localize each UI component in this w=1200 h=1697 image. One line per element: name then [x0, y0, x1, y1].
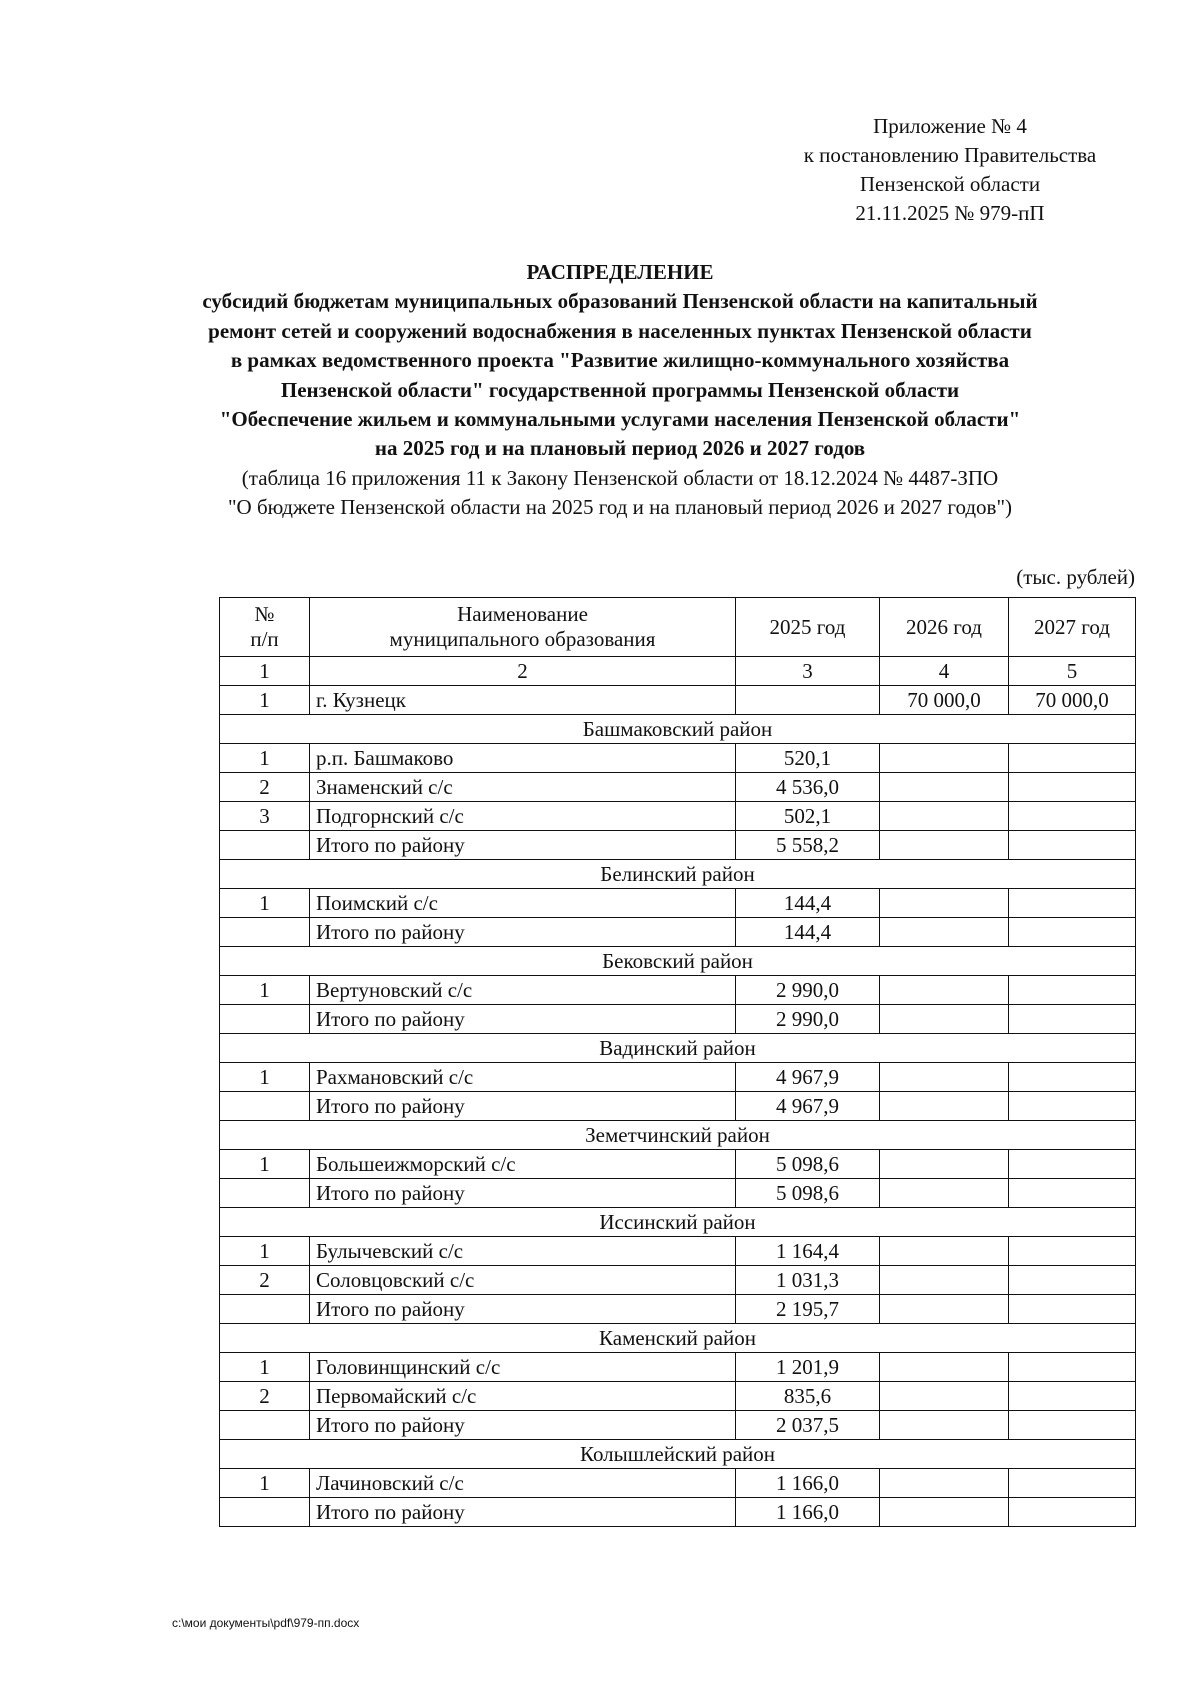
- row-name: р.п. Башмаково: [310, 744, 736, 773]
- table-row: [220, 1382, 1136, 1411]
- column-number: 4: [880, 657, 1009, 686]
- amount-2025: 1 031,3: [736, 1266, 880, 1295]
- amount-2026: [880, 918, 1009, 947]
- amount-2026: [880, 1237, 1009, 1266]
- row-number: 3: [220, 802, 310, 831]
- title-line: ремонт сетей и сооружений водоснабжения в населенных пунктах Пензенской области: [208, 318, 1032, 343]
- title-reference-line: (таблица 16 приложения 11 к Закону Пензенской области от 18.12.2024 № 4487-ЗПО: [241, 465, 999, 490]
- table-row: [220, 773, 1136, 802]
- amount-2026: [880, 1005, 1009, 1034]
- amount-2026: [880, 1411, 1009, 1440]
- amount-2025: 5 558,2: [736, 831, 880, 860]
- title-line: на 2025 год и на плановый период 2026 и 2027 годов: [374, 436, 866, 461]
- amount-2026: [880, 773, 1009, 802]
- table-header-row: [220, 598, 1136, 657]
- table-row: [220, 744, 1136, 773]
- table-row: [220, 1353, 1136, 1382]
- amount-2025: 2 990,0: [736, 1005, 880, 1034]
- row-number: 1: [220, 889, 310, 918]
- district-name: Земетчинский район: [220, 1121, 1136, 1150]
- amount-2027: [1009, 1382, 1136, 1411]
- title-reference-line: "О бюджете Пензенской области на 2025 год и на плановый период 2026 и 2027 годов"): [227, 495, 1013, 520]
- appendix-line: к постановлению Правительства: [803, 143, 1097, 167]
- row-number: [220, 1295, 310, 1324]
- district-header-row: [220, 1324, 1136, 1353]
- amount-2026: [880, 1382, 1009, 1411]
- row-name: Булычевский с/с: [310, 1237, 736, 1266]
- amount-2026: [880, 802, 1009, 831]
- amount-2025: 835,6: [736, 1382, 880, 1411]
- row-number: [220, 1498, 310, 1527]
- appendix-line: Пензенской области: [859, 172, 1041, 196]
- column-number: 1: [220, 657, 310, 686]
- row-name: Большеижморский с/с: [310, 1150, 736, 1179]
- amount-2026: [880, 1295, 1009, 1324]
- appendix-line: Приложение № 4: [873, 114, 1027, 138]
- row-number: 1: [220, 1150, 310, 1179]
- header-2025: 2025 год: [736, 598, 880, 657]
- row-number: 1: [220, 1469, 310, 1498]
- amount-2026: [880, 831, 1009, 860]
- table-body: [220, 686, 1136, 1527]
- row-number: [220, 918, 310, 947]
- amount-2027: [1009, 1005, 1136, 1034]
- district-total-row: [220, 1498, 1136, 1527]
- row-name: Знаменский с/с: [310, 773, 736, 802]
- column-number: 3: [736, 657, 880, 686]
- row-name: г. Кузнецк: [310, 686, 736, 715]
- district-total-row: [220, 1092, 1136, 1121]
- amount-2027: [1009, 744, 1136, 773]
- title-line: Пензенской области" государственной программы Пензенской области: [280, 377, 960, 402]
- header-2026: 2026 год: [880, 598, 1009, 657]
- district-header-row: [220, 1121, 1136, 1150]
- row-number: 1: [220, 686, 310, 715]
- district-header-row: [220, 947, 1136, 976]
- header-name: Наименование муниципального образования: [310, 598, 736, 657]
- amount-2027: [1009, 1469, 1136, 1498]
- title-line: в рамках ведомственного проекта "Развитие жилищно-коммунального хозяйства: [230, 348, 1010, 373]
- appendix-line: 21.11.2025 № 979-пП: [855, 201, 1045, 225]
- row-number: 2: [220, 773, 310, 802]
- table-row: [220, 976, 1136, 1005]
- document-title: [120, 258, 1120, 523]
- amount-2025: 1 166,0: [736, 1498, 880, 1527]
- district-header-row: [220, 715, 1136, 744]
- column-number-row: [220, 657, 1136, 686]
- amount-2025: 4 967,9: [736, 1092, 880, 1121]
- amount-2027: [1009, 1063, 1136, 1092]
- row-number: 1: [220, 976, 310, 1005]
- amount-2025: 144,4: [736, 889, 880, 918]
- amount-2027: [1009, 831, 1136, 860]
- row-number: 2: [220, 1266, 310, 1295]
- amount-2026: [880, 976, 1009, 1005]
- amount-2026: [880, 1179, 1009, 1208]
- row-name: Итого по району: [310, 1295, 736, 1324]
- table-row: [220, 1150, 1136, 1179]
- amount-2026: 70 000,0: [880, 686, 1009, 715]
- amount-2027: [1009, 773, 1136, 802]
- district-name: Бековский район: [220, 947, 1136, 976]
- row-number: 1: [220, 1063, 310, 1092]
- column-number: 2: [310, 657, 736, 686]
- district-name: Белинский район: [220, 860, 1136, 889]
- row-name: Соловцовский с/с: [310, 1266, 736, 1295]
- district-total-row: [220, 918, 1136, 947]
- amount-2027: [1009, 1179, 1136, 1208]
- row-name: Головинщинский с/с: [310, 1353, 736, 1382]
- row-name: Первомайский с/с: [310, 1382, 736, 1411]
- row-name: Итого по району: [310, 831, 736, 860]
- amount-2027: [1009, 802, 1136, 831]
- amount-2027: [1009, 1092, 1136, 1121]
- district-total-row: [220, 1005, 1136, 1034]
- amount-2025: 1 201,9: [736, 1353, 880, 1382]
- amount-2026: [880, 1498, 1009, 1527]
- district-name: Каменский район: [220, 1324, 1136, 1353]
- amount-2025: 2 195,7: [736, 1295, 880, 1324]
- amount-2025: 4 967,9: [736, 1063, 880, 1092]
- amount-2027: [1009, 1295, 1136, 1324]
- row-name: Лачиновский с/с: [310, 1469, 736, 1498]
- amount-2025: 5 098,6: [736, 1150, 880, 1179]
- district-name: Иссинский район: [220, 1208, 1136, 1237]
- title-heading: РАСПРЕДЕЛЕНИЕ: [526, 260, 714, 284]
- row-number: [220, 1092, 310, 1121]
- amount-2025: 2 037,5: [736, 1411, 880, 1440]
- amount-2027: [1009, 1498, 1136, 1527]
- subsidy-table: [219, 597, 1136, 1527]
- amount-2026: [880, 1092, 1009, 1121]
- amount-2025: 144,4: [736, 918, 880, 947]
- row-name: Вертуновский с/с: [310, 976, 736, 1005]
- amount-2025: 4 536,0: [736, 773, 880, 802]
- row-number: [220, 1411, 310, 1440]
- amount-2025: 520,1: [736, 744, 880, 773]
- row-name: Итого по району: [310, 1179, 736, 1208]
- row-name: Подгорнский с/с: [310, 802, 736, 831]
- district-name: Башмаковский район: [220, 715, 1136, 744]
- amount-2027: [1009, 1266, 1136, 1295]
- amount-2027: [1009, 1411, 1136, 1440]
- amount-2027: [1009, 976, 1136, 1005]
- amount-2027: [1009, 918, 1136, 947]
- amount-2026: [880, 744, 1009, 773]
- row-name: Итого по району: [310, 1411, 736, 1440]
- row-number: 1: [220, 1353, 310, 1382]
- table-row: [220, 1266, 1136, 1295]
- row-number: [220, 1005, 310, 1034]
- amount-2027: [1009, 1150, 1136, 1179]
- row-number: [220, 1179, 310, 1208]
- amount-2025: 1 166,0: [736, 1469, 880, 1498]
- file-path-footer: c:\мои документы\pdf\979-пп.docx: [172, 1616, 360, 1630]
- district-header-row: [220, 860, 1136, 889]
- amount-2026: [880, 1469, 1009, 1498]
- table-row: [220, 686, 1136, 715]
- title-line: "Обеспечение жильем и коммунальными услугами населения Пензенской области": [219, 407, 1021, 432]
- column-number: 5: [1009, 657, 1136, 686]
- amount-2025: 502,1: [736, 802, 880, 831]
- row-name: Итого по району: [310, 1005, 736, 1034]
- amount-2026: [880, 1150, 1009, 1179]
- header-num: № п/п: [220, 598, 310, 657]
- table-row: [220, 1237, 1136, 1266]
- district-name: Вадинский район: [220, 1034, 1136, 1063]
- row-number: 1: [220, 1237, 310, 1266]
- amount-2026: [880, 1353, 1009, 1382]
- table-row: [220, 889, 1136, 918]
- table-row: [220, 1063, 1136, 1092]
- row-number: [220, 831, 310, 860]
- district-header-row: [220, 1440, 1136, 1469]
- district-total-row: [220, 1295, 1136, 1324]
- district-header-row: [220, 1034, 1136, 1063]
- row-name: Итого по району: [310, 1092, 736, 1121]
- district-header-row: [220, 1208, 1136, 1237]
- row-name: Итого по району: [310, 918, 736, 947]
- amount-2026: [880, 889, 1009, 918]
- amount-2025: 5 098,6: [736, 1179, 880, 1208]
- table-row: [220, 1469, 1136, 1498]
- header-2027: 2027 год: [1009, 598, 1136, 657]
- district-total-row: [220, 1411, 1136, 1440]
- district-name: Колышлейский район: [220, 1440, 1136, 1469]
- amount-2027: [1009, 889, 1136, 918]
- district-total-row: [220, 831, 1136, 860]
- amount-2027: 70 000,0: [1009, 686, 1136, 715]
- title-line: субсидий бюджетам муниципальных образований Пензенской области на капитальный: [202, 289, 1038, 314]
- amount-2025: 2 990,0: [736, 976, 880, 1005]
- table-row: [220, 802, 1136, 831]
- units-label: (тыс. рублей): [1016, 565, 1135, 589]
- amount-2026: [880, 1266, 1009, 1295]
- amount-2027: [1009, 1353, 1136, 1382]
- amount-2027: [1009, 1237, 1136, 1266]
- row-name: Итого по району: [310, 1498, 736, 1527]
- row-number: 1: [220, 744, 310, 773]
- appendix-block: [770, 112, 1130, 228]
- district-total-row: [220, 1179, 1136, 1208]
- amount-2025: [736, 686, 880, 715]
- row-number: 2: [220, 1382, 310, 1411]
- amount-2025: 1 164,4: [736, 1237, 880, 1266]
- row-name: Рахмановский с/с: [310, 1063, 736, 1092]
- amount-2026: [880, 1063, 1009, 1092]
- row-name: Поимский с/с: [310, 889, 736, 918]
